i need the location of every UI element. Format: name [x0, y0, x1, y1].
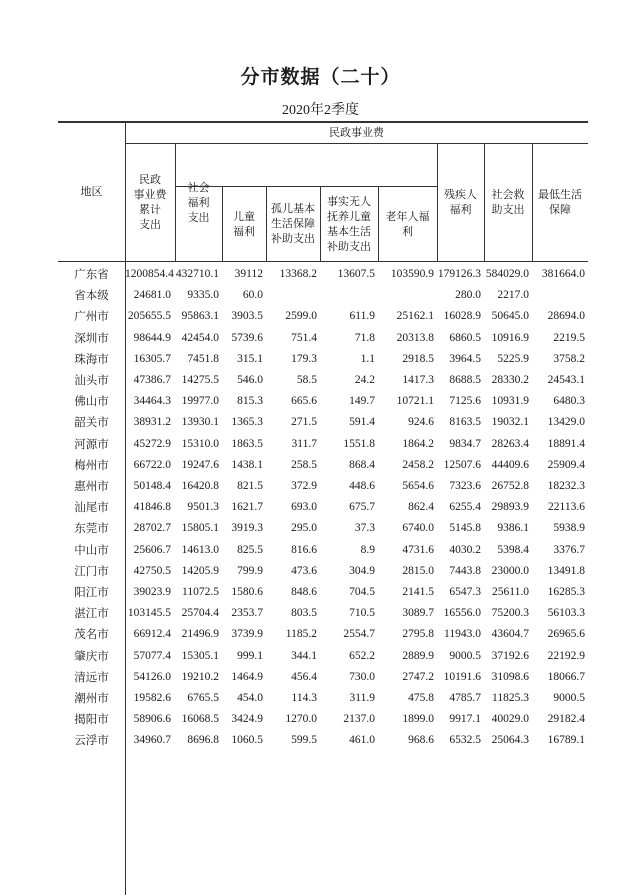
value-cell: 473.6 [291, 564, 317, 577]
page-title: 分市数据（二十） [240, 66, 401, 88]
header-col-4: 孤儿基本 生活保障 补助支出 [271, 202, 315, 245]
value-cell [266, 285, 317, 305]
value-cell: 39112 [234, 268, 263, 280]
value-cell: 14613.0 [181, 543, 219, 556]
value-cell: 19582.6 [133, 692, 171, 704]
value-cell: 454.0 [237, 692, 263, 704]
value-cell: 12507.6 [443, 458, 481, 471]
value-cell: 24681.0 [133, 289, 171, 302]
region-cell: 肇庆市 [74, 648, 109, 663]
value-cell: 6765.5 [187, 692, 219, 704]
value-cell: 28694.0 [547, 310, 585, 323]
table-row [0, 370, 641, 390]
value-cell: 66912.4 [133, 628, 171, 641]
value-cell: 799.9 [237, 564, 263, 577]
value-cell: 13491.8 [547, 564, 585, 577]
value-cell: 8696.8 [187, 734, 219, 747]
value-cell: 2137.0 [343, 713, 375, 726]
value-cell: 43604.7 [491, 628, 529, 641]
value-cell: 13607.5 [337, 268, 375, 280]
value-cell: 50148.4 [133, 480, 171, 492]
value-cell: 5938.9 [553, 522, 585, 535]
value-cell: 1060.5 [231, 734, 263, 747]
value-cell: 25704.4 [181, 607, 219, 620]
horizontal-rule [58, 261, 588, 262]
value-cell: 862.4 [408, 501, 434, 514]
value-cell: 5739.6 [231, 331, 263, 344]
value-cell: 8688.5 [449, 374, 481, 386]
value-cell: 848.6 [291, 586, 317, 598]
value-cell: 31098.6 [491, 670, 529, 683]
value-cell: 1438.1 [231, 458, 263, 471]
value-cell: 710.5 [349, 607, 375, 620]
value-cell: 1365.3 [231, 416, 263, 429]
value-cell: 44409.6 [491, 458, 529, 471]
region-cell: 珠海市 [74, 351, 109, 366]
table-row [0, 412, 641, 432]
value-cell: 16556.0 [443, 607, 481, 620]
header-col-8: 社会救 助支出 [491, 188, 525, 216]
value-cell: 20313.8 [396, 331, 434, 344]
region-cell: 韶关市 [74, 415, 109, 430]
value-cell: 34960.7 [133, 734, 171, 747]
value-cell: 60.0 [242, 289, 263, 302]
value-cell: 258.5 [291, 458, 317, 471]
value-cell: 19210.2 [181, 670, 219, 683]
header-region: 地区 [80, 184, 103, 198]
value-cell: 54126.0 [133, 670, 171, 683]
value-cell: 1863.5 [231, 437, 263, 450]
value-cell: 18232.3 [547, 480, 585, 492]
value-cell: 381664.0 [541, 268, 585, 280]
value-cell: 24543.1 [547, 374, 585, 386]
value-cell: 10721.1 [396, 395, 434, 408]
value-cell: 28702.7 [133, 522, 171, 535]
value-cell: 37192.6 [491, 649, 529, 662]
value-cell: 730.0 [349, 670, 375, 683]
value-cell: 751.4 [291, 331, 317, 344]
value-cell: 47386.7 [133, 374, 171, 386]
table-row [0, 646, 641, 666]
value-cell: 1417.3 [402, 374, 434, 386]
value-cell: 3089.7 [402, 607, 434, 620]
value-cell: 10931.9 [491, 395, 529, 408]
value-cell [532, 285, 585, 305]
value-cell: 675.7 [349, 501, 375, 514]
value-cell: 39023.9 [133, 586, 171, 598]
value-cell: 652.2 [349, 649, 375, 662]
value-cell: 924.6 [408, 416, 434, 429]
table-row [0, 434, 641, 454]
region-cell: 云浮市 [74, 733, 109, 748]
value-cell: 15805.1 [181, 522, 219, 535]
page-subtitle: 2020年2季度 [282, 103, 359, 118]
region-cell: 河源市 [74, 436, 109, 451]
table-row [0, 603, 641, 623]
value-cell: 42454.0 [181, 331, 219, 344]
region-cell: 惠州市 [74, 479, 109, 493]
value-cell: 803.5 [291, 607, 317, 620]
value-cell: 704.5 [349, 586, 375, 598]
table-row [0, 476, 641, 496]
value-cell: 16789.1 [547, 734, 585, 747]
value-cell: 461.0 [349, 734, 375, 747]
value-cell: 3964.5 [449, 352, 481, 365]
value-cell: 311.9 [349, 692, 375, 704]
value-cell: 2458.2 [402, 458, 434, 471]
header-col-6: 老年人福 利 [385, 209, 430, 238]
value-cell: 1899.0 [402, 713, 434, 726]
value-cell: 4785.7 [449, 692, 481, 704]
value-cell: 5225.9 [497, 352, 529, 365]
value-cell: 4731.6 [402, 543, 434, 556]
value-cell: 16028.9 [443, 310, 481, 323]
value-cell: 448.6 [349, 480, 375, 492]
value-cell: 1580.6 [231, 586, 263, 598]
value-cell: 6860.5 [449, 331, 481, 344]
value-cell: 9000.5 [449, 649, 481, 662]
value-cell: 5398.4 [497, 543, 529, 556]
value-cell: 25611.0 [492, 586, 529, 598]
value-cell: 591.4 [349, 416, 375, 429]
value-cell: 1551.8 [343, 437, 375, 450]
value-cell: 599.5 [291, 734, 317, 747]
value-cell: 19032.1 [491, 416, 529, 429]
table-row [0, 667, 641, 687]
value-cell: 1270.0 [285, 713, 317, 726]
header-col-7: 残疾人 福利 [444, 188, 477, 216]
value-cell: 95863.1 [181, 310, 219, 323]
value-cell: 2889.9 [402, 649, 434, 662]
value-cell: 25909.4 [547, 458, 585, 471]
value-cell: 38931.2 [133, 416, 171, 429]
value-cell: 103145.5 [127, 607, 171, 620]
region-cell: 阳江市 [74, 585, 109, 599]
value-cell: 304.9 [349, 564, 375, 577]
value-cell: 311.7 [291, 437, 317, 450]
value-cell [378, 285, 434, 305]
value-cell: 3919.3 [231, 522, 263, 535]
value-cell: 475.8 [408, 692, 434, 704]
value-cell: 71.8 [354, 331, 375, 344]
table-row [0, 391, 641, 411]
value-cell: 16420.8 [181, 480, 219, 492]
value-cell: 24.2 [354, 374, 375, 386]
value-cell: 7323.6 [449, 480, 481, 492]
value-cell: 179.3 [291, 352, 317, 365]
region-cell: 佛山市 [74, 394, 109, 409]
value-cell [320, 285, 375, 305]
value-cell: 56103.3 [547, 607, 585, 620]
value-cell: 16285.3 [547, 586, 585, 598]
value-cell: 22113.6 [548, 501, 585, 514]
value-cell: 584029.0 [485, 268, 529, 280]
value-cell: 16305.7 [133, 352, 171, 365]
value-cell: 25064.3 [491, 734, 529, 747]
value-cell: 1200854.4 [125, 268, 174, 280]
value-cell: 5145.8 [449, 522, 481, 535]
value-cell: 75200.3 [491, 607, 529, 620]
value-cell: 6480.3 [553, 395, 585, 408]
value-cell: 18891.4 [547, 437, 585, 450]
value-cell: 13930.1 [181, 416, 219, 429]
value-cell: 58.5 [296, 374, 317, 386]
table-row [0, 730, 641, 750]
value-cell: 6547.3 [449, 586, 481, 598]
value-cell: 1185.2 [285, 628, 317, 641]
table-row [0, 349, 641, 369]
value-cell: 3758.2 [553, 352, 585, 365]
region-cell: 省本级 [74, 288, 109, 303]
header-col-9: 最低生活 保障 [538, 188, 582, 216]
value-cell: 3903.5 [231, 310, 263, 323]
value-cell: 14205.9 [181, 564, 219, 577]
value-cell: 14275.5 [181, 374, 219, 386]
region-cell: 东莞市 [74, 521, 109, 536]
value-cell: 8.9 [360, 543, 375, 556]
value-cell: 295.0 [291, 522, 317, 535]
value-cell: 29893.9 [491, 501, 529, 514]
value-cell: 25162.1 [396, 310, 434, 323]
region-cell: 广州市 [74, 309, 109, 324]
value-cell: 19977.0 [181, 395, 219, 408]
table-row [0, 285, 641, 305]
value-cell: 179126.3 [437, 268, 481, 280]
value-cell: 2599.0 [285, 310, 317, 323]
value-cell: 23000.0 [491, 564, 529, 577]
value-cell: 7125.6 [449, 395, 481, 408]
value-cell: 26965.6 [547, 628, 585, 641]
value-cell: 66722.0 [133, 458, 171, 471]
value-cell: 18066.7 [547, 670, 585, 683]
value-cell: 6740.0 [402, 522, 434, 535]
value-cell: 50645.0 [491, 310, 529, 323]
value-cell: 58906.6 [133, 713, 171, 726]
header-col-5: 事实无人 抚养儿童 基本生活 补助支出 [327, 194, 371, 253]
value-cell: 2554.7 [343, 628, 375, 641]
value-cell: 1464.9 [231, 670, 263, 683]
value-cell: 2918.5 [402, 352, 434, 365]
value-cell: 15305.1 [181, 649, 219, 662]
value-cell: 9501.3 [187, 501, 219, 514]
value-cell: 7451.8 [187, 352, 219, 365]
value-cell: 7443.8 [449, 564, 481, 577]
value-cell: 205655.5 [127, 310, 171, 323]
value-cell: 16068.5 [181, 713, 219, 726]
region-cell: 汕头市 [74, 373, 109, 387]
value-cell: 15310.0 [181, 437, 219, 450]
value-cell: 546.0 [237, 374, 263, 386]
value-cell: 611.9 [349, 310, 375, 323]
region-cell: 揭阳市 [74, 712, 109, 727]
value-cell: 2141.5 [402, 586, 434, 598]
value-cell: 6532.5 [449, 734, 481, 747]
table-row [0, 455, 641, 475]
value-cell: 815.3 [237, 395, 263, 408]
value-cell: 9834.7 [449, 437, 481, 450]
value-cell: 11825.3 [492, 692, 529, 704]
table-row [0, 624, 641, 644]
value-cell: 28263.4 [491, 437, 529, 450]
table-row [0, 306, 641, 326]
value-cell: 103590.9 [390, 268, 434, 280]
value-cell: 45272.9 [133, 437, 171, 450]
value-cell: 37.3 [354, 522, 375, 535]
value-cell: 19247.6 [181, 458, 219, 471]
table-row [0, 497, 641, 517]
header-col-3: 儿童 福利 [233, 209, 255, 238]
value-cell: 149.7 [349, 395, 375, 408]
table-row [0, 540, 641, 560]
value-cell: 2353.7 [231, 607, 263, 620]
value-cell: 1621.7 [231, 501, 263, 514]
table-row [0, 561, 641, 581]
header-col-1: 民政 事业费 累计 支出 [133, 173, 167, 231]
value-cell: 821.5 [237, 480, 263, 492]
value-cell: 1.1 [360, 352, 375, 365]
value-cell: 816.6 [291, 543, 317, 556]
region-cell: 梅州市 [74, 457, 109, 472]
value-cell: 2795.8 [402, 628, 434, 641]
table-row [0, 518, 641, 538]
region-cell: 江门市 [74, 563, 109, 578]
value-cell: 13368.2 [279, 268, 317, 280]
value-cell: 9386.1 [497, 522, 529, 535]
value-cell: 6255.4 [449, 501, 481, 514]
value-cell: 25606.7 [133, 543, 171, 556]
value-cell: 693.0 [291, 501, 317, 514]
value-cell: 280.0 [455, 289, 481, 302]
table-row [0, 264, 641, 284]
value-cell: 9917.1 [449, 713, 481, 726]
region-cell: 广东省 [74, 267, 109, 281]
region-cell: 中山市 [74, 542, 109, 557]
value-cell: 29182.4 [547, 713, 585, 726]
value-cell: 2747.2 [402, 670, 434, 683]
value-cell: 2217.0 [497, 289, 529, 302]
value-cell: 21496.9 [181, 628, 219, 641]
table-row [0, 688, 641, 708]
value-cell: 10916.9 [491, 331, 529, 344]
value-cell: 3739.9 [231, 628, 263, 641]
region-cell: 清远市 [74, 669, 109, 684]
table-row [0, 709, 641, 729]
region-cell: 汕尾市 [74, 500, 109, 515]
value-cell: 28330.2 [491, 374, 529, 386]
value-cell: 11943.0 [444, 628, 481, 641]
value-cell: 42750.5 [133, 564, 171, 577]
value-cell: 114.3 [291, 692, 317, 704]
value-cell: 5654.6 [402, 480, 434, 492]
value-cell: 665.6 [291, 395, 317, 408]
value-cell: 825.5 [237, 543, 263, 556]
value-cell: 344.1 [291, 649, 317, 662]
header-group: 民政事业费 [329, 125, 384, 139]
value-cell: 98644.9 [133, 331, 171, 344]
value-cell: 372.9 [291, 480, 317, 492]
value-cell: 9335.0 [187, 289, 219, 302]
value-cell: 3424.9 [231, 713, 263, 726]
region-cell: 湛江市 [74, 606, 109, 621]
value-cell: 11072.5 [182, 586, 219, 598]
value-cell: 456.4 [291, 670, 317, 683]
value-cell: 2815.0 [402, 564, 434, 577]
value-cell: 4030.2 [449, 543, 481, 556]
value-cell: 271.5 [291, 416, 317, 429]
value-cell: 22192.9 [547, 649, 585, 662]
region-cell: 深圳市 [74, 330, 109, 345]
value-cell: 8163.5 [449, 416, 481, 429]
value-cell: 10191.6 [443, 670, 481, 683]
value-cell: 13429.0 [547, 416, 585, 429]
value-cell: 999.1 [237, 649, 263, 662]
value-cell: 41846.8 [133, 501, 171, 514]
value-cell: 2219.5 [553, 331, 585, 344]
region-cell: 潮州市 [74, 691, 109, 705]
value-cell: 968.6 [408, 734, 434, 747]
value-cell: 432710.1 [175, 268, 219, 280]
value-cell: 34464.3 [133, 395, 171, 408]
value-cell: 315.1 [237, 352, 263, 365]
region-cell: 茂名市 [74, 627, 109, 642]
value-cell: 57077.4 [133, 649, 171, 662]
header-col-2: 社会 福利 支出 [187, 180, 210, 224]
value-cell: 40029.0 [491, 713, 529, 726]
table-row [0, 582, 641, 602]
value-cell: 26752.8 [491, 480, 529, 492]
value-cell: 9000.5 [553, 692, 585, 704]
value-cell: 1864.2 [402, 437, 434, 450]
value-cell: 3376.7 [553, 543, 585, 556]
value-cell: 868.4 [349, 458, 375, 471]
table-row [0, 328, 641, 348]
